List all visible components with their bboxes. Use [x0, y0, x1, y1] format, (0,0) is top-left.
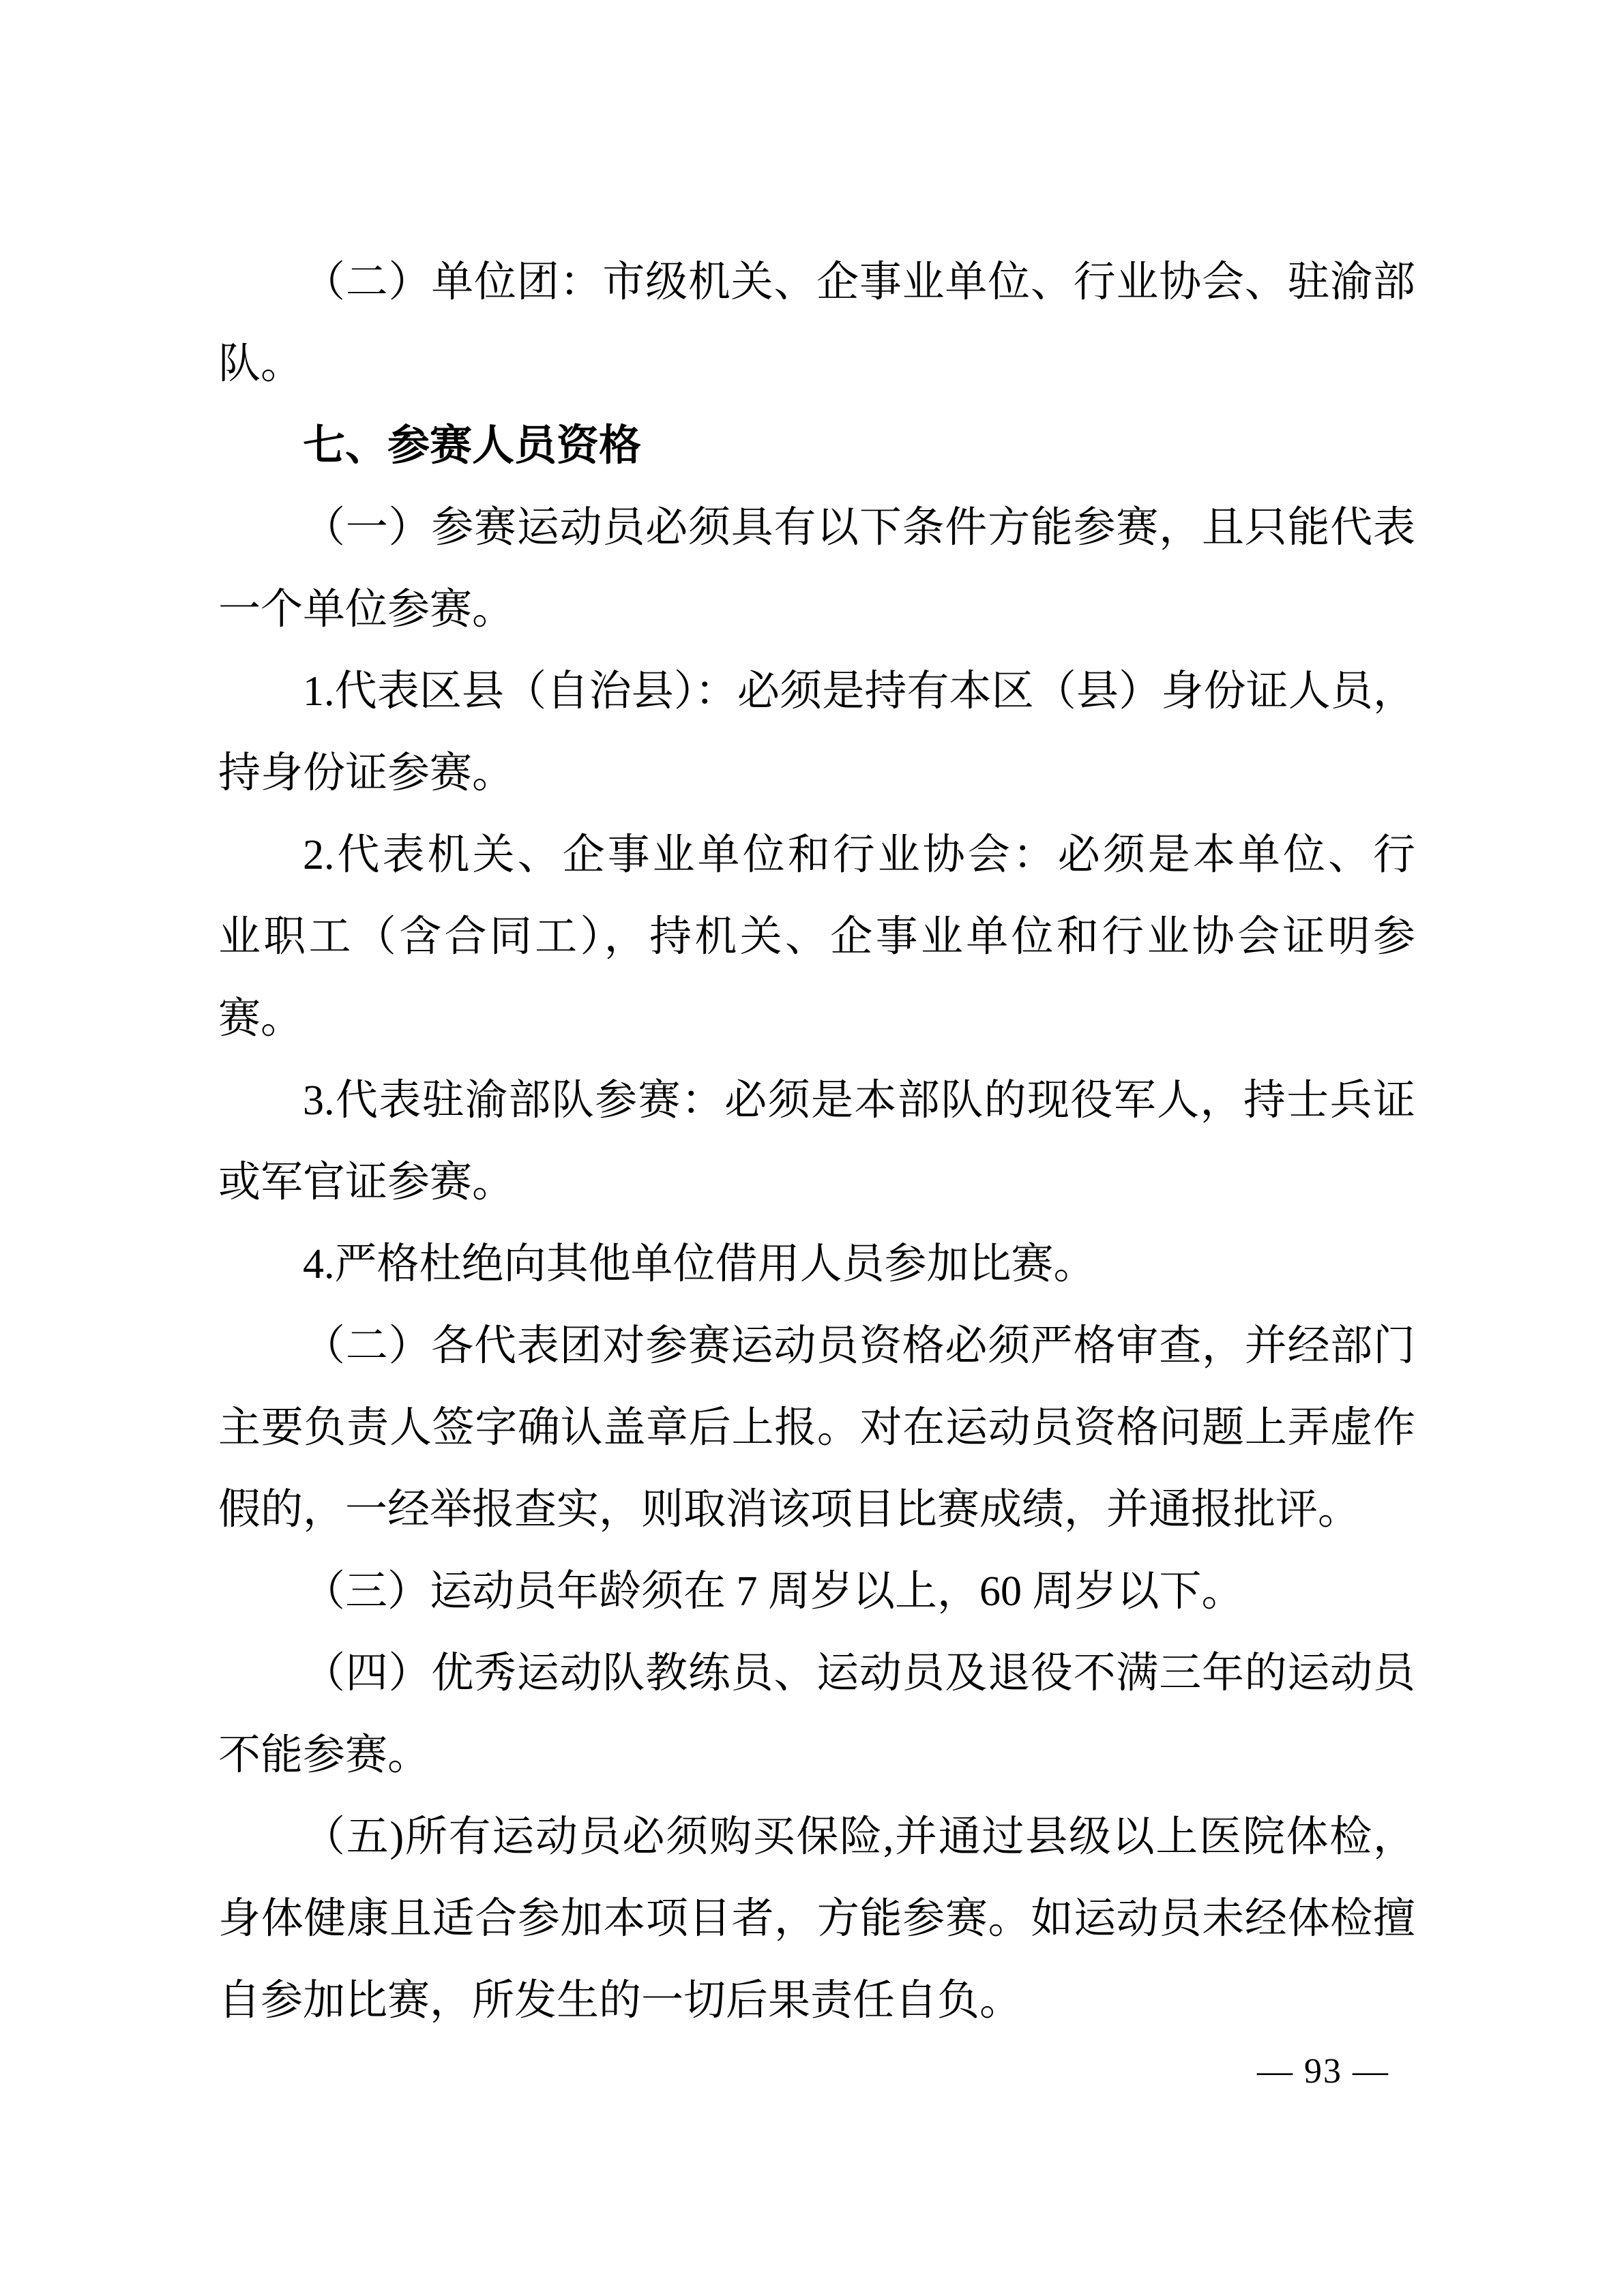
text-line: 身体健康且适合参加本项目者，方能参赛。如运动员未经体检擅 — [218, 1896, 1415, 1942]
text-line: 持身份证参赛。 — [218, 750, 515, 796]
text-line: 2.代表机关、企事业单位和行业协会：必须是本单位、行 — [303, 832, 1415, 878]
text-line: 假的，一经举报查实，则取消该项目比赛成绩，并通报批评。 — [218, 1487, 1361, 1533]
text-line: （一）参赛运动员必须具有以下条件方能参赛，且只能代表 — [303, 505, 1415, 551]
text-line: 队。 — [218, 341, 304, 387]
text-line: 1.代表区县（自治县）：必须是持有本区（县）身份证人员， — [303, 668, 1415, 715]
text-line: 业职工（含合同工），持机关、企事业单位和行业协会证明参 — [218, 914, 1415, 960]
text-line: 不能参赛。 — [218, 1732, 430, 1778]
text-line: （二）单位团：市级机关、企事业单位、行业协会、驻渝部 — [303, 259, 1415, 305]
text-line: （二）各代表团对参赛运动员资格必须严格审查，并经部门 — [303, 1323, 1415, 1369]
text-line: 主要负责人签字确认盖章后上报。对在运动员资格问题上弄虚作 — [218, 1405, 1415, 1451]
text-line: 3.代表驻渝部队参赛：必须是本部队的现役军人，持士兵证 — [303, 1077, 1415, 1124]
page-number: — 93 — — [1257, 2052, 1389, 2091]
text-line: （五)所有运动员必须购买保险,并通过县级以上医院体检， — [303, 1814, 1415, 1860]
text-line: 一个单位参赛。 — [218, 586, 515, 633]
text-line: 4.严格杜绝向其他单位借用人员参加比赛。 — [303, 1241, 1096, 1287]
text-line: 自参加比赛，所发生的一切后果责任自负。 — [218, 1978, 1022, 2024]
text-line: 或军官证参赛。 — [218, 1159, 515, 1206]
text-line: 赛。 — [218, 996, 304, 1042]
text-line: （三）运动员年龄须在 7 周岁以上，60 周岁以下。 — [303, 1568, 1244, 1615]
section-heading: 七、参赛人员资格 — [303, 422, 642, 469]
text-line: （四）优秀运动队教练员、运动员及退役不满三年的运动员 — [303, 1650, 1415, 1697]
document-text-block — [218, 241, 1415, 2042]
